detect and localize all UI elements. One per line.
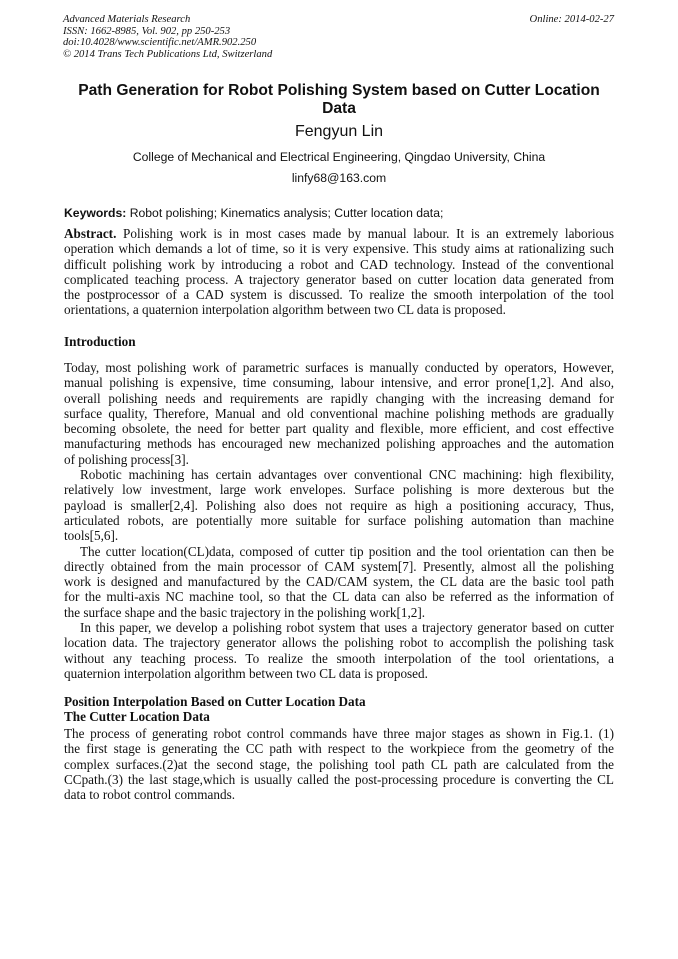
journal-header xyxy=(63,14,272,60)
text-line: The cutter location(CL)data, composed of cutter tip position and the tool orientation can then be xyxy=(80,543,614,559)
issn: ISSN: 1662-8985, Vol. 902, pp 250-253 xyxy=(63,25,231,37)
text-line: for the multi-axis NC machine tool, so that the CL data can also be referred as the information of xyxy=(64,589,614,605)
section-heading: Position Interpolation Based on Cutter Location Data xyxy=(64,694,366,709)
section-heading: Introduction xyxy=(64,334,136,349)
text-line: data to robot control commands. xyxy=(64,787,236,803)
text-line: becoming obsolete, the need for better part quality and flexible, more efficient, and cost effective xyxy=(64,421,614,437)
keywords-label: Keywords: xyxy=(64,206,127,220)
abstract xyxy=(64,226,614,318)
text-line: location data. The trajectory generator allows the polishing robot to accomplish the polishing task xyxy=(64,635,614,651)
text-line: work is designed and manufactured by the CAD/CAM system, the CL data are the basic tool path xyxy=(64,574,614,590)
introduction-body xyxy=(64,360,614,681)
text-line: Polishing work is in most cases made by manual labour. It is an extremely laborious xyxy=(116,226,614,241)
affiliation: College of Mechanical and Electrical Engineering, Qingdao University, China xyxy=(132,150,546,164)
section-body xyxy=(64,726,614,802)
text-line: articulated robots, are potentially more suitable for surface polishing automation than machine xyxy=(64,512,614,528)
title-line: Data xyxy=(322,100,356,117)
text-line: operation which demands a lot of time, so it is very expensive. This study aims at rationalizing such xyxy=(64,241,614,257)
text-line: orientations, a quaternion interpolation algorithm between two CL data is proposed. xyxy=(64,302,506,318)
email: linfy68@163.com xyxy=(291,171,387,185)
text-line: complex surfaces.(2)at the second stage, the polishing tool path CL path are calculated from the xyxy=(64,756,614,772)
text-line: CCpath.(3) the last stage,which is usually called the post-processing procedure is converting the CL xyxy=(64,771,614,787)
text-line: Robotic machining has certain advantages over conventional CNC machining: high flexibility, xyxy=(80,467,614,483)
text-line: manufacturing methods has encouraged new mechanized polishing approaches and the automation xyxy=(64,436,614,452)
text-line: of polishing process[3]. xyxy=(64,451,189,467)
text-line: difficult polishing work by introducing a robot and CAD technology. Instead of the conventional xyxy=(64,256,614,272)
journal-name: Advanced Materials Research xyxy=(63,14,191,25)
online-date: Online: 2014-02-27 xyxy=(529,14,614,25)
abstract-label: Abstract. xyxy=(64,226,117,241)
text-line: payload is smaller[2,4]. Polishing also does not require as high a positioning accuracy, Thus, xyxy=(64,497,614,513)
text-line: the postprocessor of a CAD system is discussed. To realize the smooth interpolation of the tool xyxy=(64,287,614,303)
keywords-text: Robot polishing; Kinematics analysis; Cutter location data; xyxy=(126,206,444,220)
text-line: without any teaching process. To realize the smooth interpolation of the tool orientations, a xyxy=(64,650,614,666)
subsection-heading: The Cutter Location Data xyxy=(64,709,210,724)
text-line: the surface shape and the basic trajectory in the polishing work[1,2]. xyxy=(64,604,426,620)
text-line: tools[5,6]. xyxy=(64,528,119,544)
text-line: the first stage is generating the CC path with respect to the workpiece from the geometry of the xyxy=(64,741,614,757)
text-line: quaternion interpolation algorithm between two CL data is proposed. xyxy=(64,665,428,681)
text-line: manual polishing is expensive, time consuming, labour intensive, and error prone[1,2]. And also, xyxy=(64,375,614,391)
text-line: directly obtained from the main processor of CAM system[7]. Presently, almost all the polishing xyxy=(64,558,614,574)
copyright: © 2014 Trans Tech Publications Ltd, Switzerland xyxy=(63,48,273,60)
text-line: complicated teaching process. A trajectory generator based on cutter location data generated from xyxy=(64,271,614,287)
text-line: surface quality, Therefore, Manual and old conventional machine polishing methods are gradually xyxy=(64,405,614,421)
text-line: relatively low investment, large work envelopes. Surface polishing is more dexterous but the xyxy=(64,482,614,498)
text-line: In this paper, we develop a polishing robot system that uses a trajectory generator based on cutter xyxy=(80,620,614,636)
paper-title xyxy=(64,82,614,118)
text-line: The process of generating robot control commands have three major stages as shown in Fig.1. (1) xyxy=(64,726,614,741)
text-line: overall polishing needs and requirements are rapidly changing with the increasing demand for xyxy=(64,390,614,406)
title-line: Path Generation for Robot Polishing System based on Cutter Location xyxy=(78,82,600,99)
text-line: Today, most polishing work of parametric surfaces is manually conducted by operators, However, xyxy=(64,360,614,375)
author: Fengyun Lin xyxy=(294,123,384,140)
keywords xyxy=(64,206,443,220)
doi: doi:10.4028/www.scientific.net/AMR.902.250 xyxy=(63,37,257,49)
